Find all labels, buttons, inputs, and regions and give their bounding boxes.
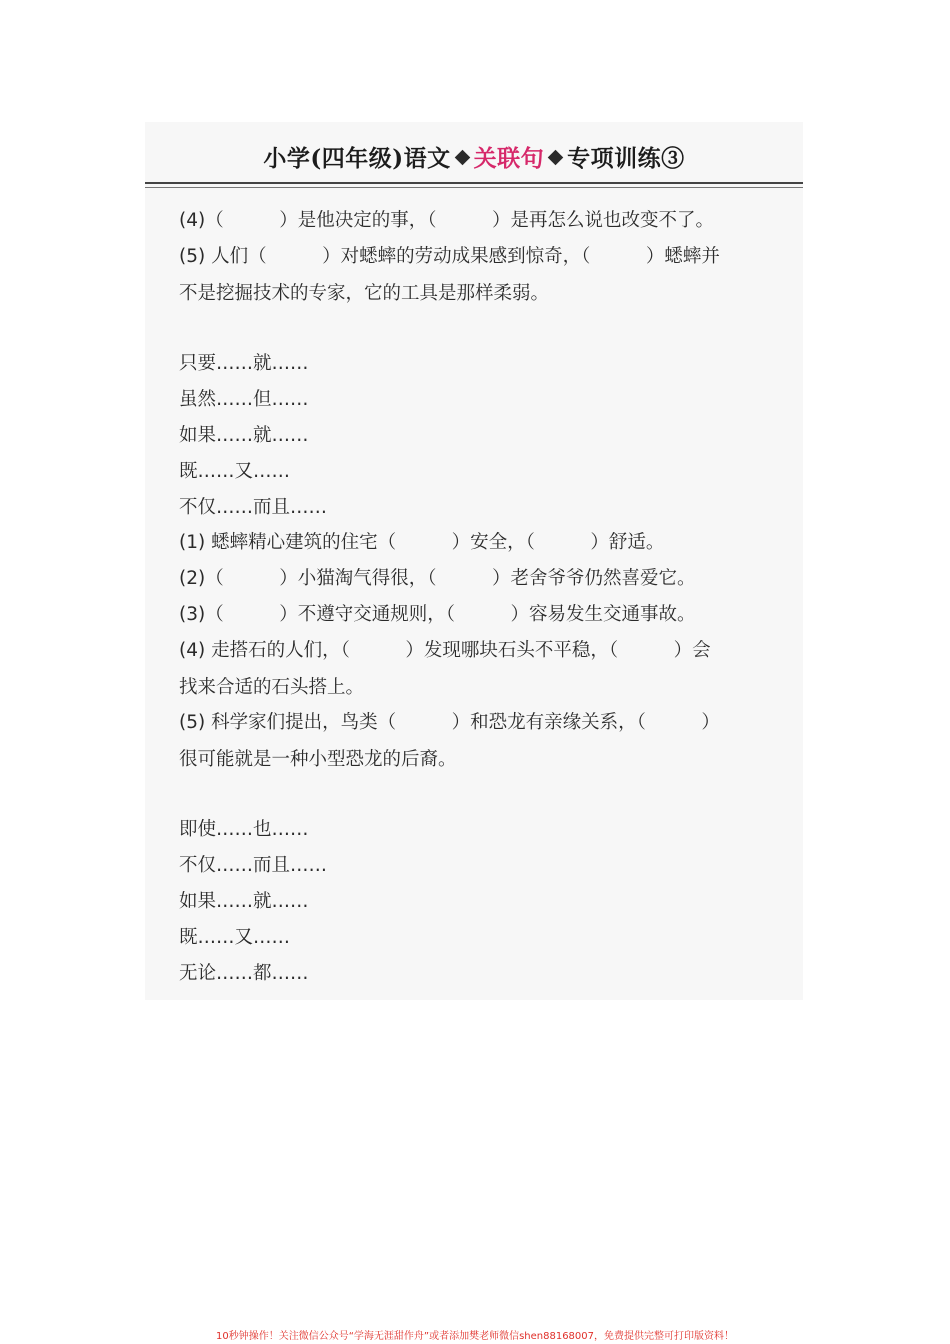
exercise-line: (5) 科学家们提出，鸟类（ ）和恐龙有亲缘关系，（ ）: [179, 712, 720, 733]
word-pair: 不仅……而且……: [179, 497, 328, 518]
diamond-icon: [548, 150, 564, 166]
exercise-line: (2)（ ）小猫淘气得很，（ ）老舍爷爷仍然喜爱它。: [179, 568, 696, 589]
exercise-line: 找来合适的石头搭上。: [179, 677, 365, 698]
exercise-line: (3)（ ）不遵守交通规则，（ ）容易发生交通事故。: [179, 604, 696, 625]
page-title: [145, 140, 803, 173]
word-pair: 无论……都……: [179, 963, 309, 984]
exercise-line: (1) 蟋蟀精心建筑的住宅（ ）安全，（ ）舒适。: [179, 532, 665, 553]
word-pair: 如果……就……: [179, 425, 309, 446]
title-topic: 关联句: [473, 145, 545, 172]
exercise-line: (4)（ ）是他决定的事，（ ）是再怎么说也改变不了。: [179, 210, 714, 231]
exercise-line: (4) 走搭石的人们，（ ）发现哪块石头不平稳，（ ）会: [179, 640, 711, 661]
exercise-line: 不是挖掘技术的专家，它的工具是那样柔弱。: [179, 283, 550, 304]
footer-notice: 10秒钟操作！关注微信公众号“学海无涯甜作舟”或者添加樊老师微信shen88168007，免费提供完整可打印版资料！: [215, 1331, 735, 1342]
title-left: 小学(四年级)语文: [263, 145, 451, 172]
title-rule-thin: [145, 187, 803, 188]
exercise-line: (5) 人们（ ）对蟋蟀的劳动成果感到惊奇，（ ）蟋蟀并: [179, 246, 720, 267]
word-pair: 不仅……而且……: [179, 855, 328, 876]
word-pair: 即使……也……: [179, 819, 309, 840]
word-pair: 既……又……: [179, 461, 291, 482]
worksheet: [145, 122, 803, 1000]
word-pair: 虽然……但……: [179, 389, 309, 410]
title-rule: [145, 182, 803, 184]
word-pair: 如果……就……: [179, 891, 309, 912]
word-pair: 只要……就……: [179, 353, 309, 374]
word-pair: 既……又……: [179, 927, 291, 948]
exercise-line: 很可能就是一种小型恐龙的后裔。: [179, 749, 457, 770]
title-right: 专项训练③: [567, 145, 685, 172]
diamond-icon: [454, 150, 470, 166]
